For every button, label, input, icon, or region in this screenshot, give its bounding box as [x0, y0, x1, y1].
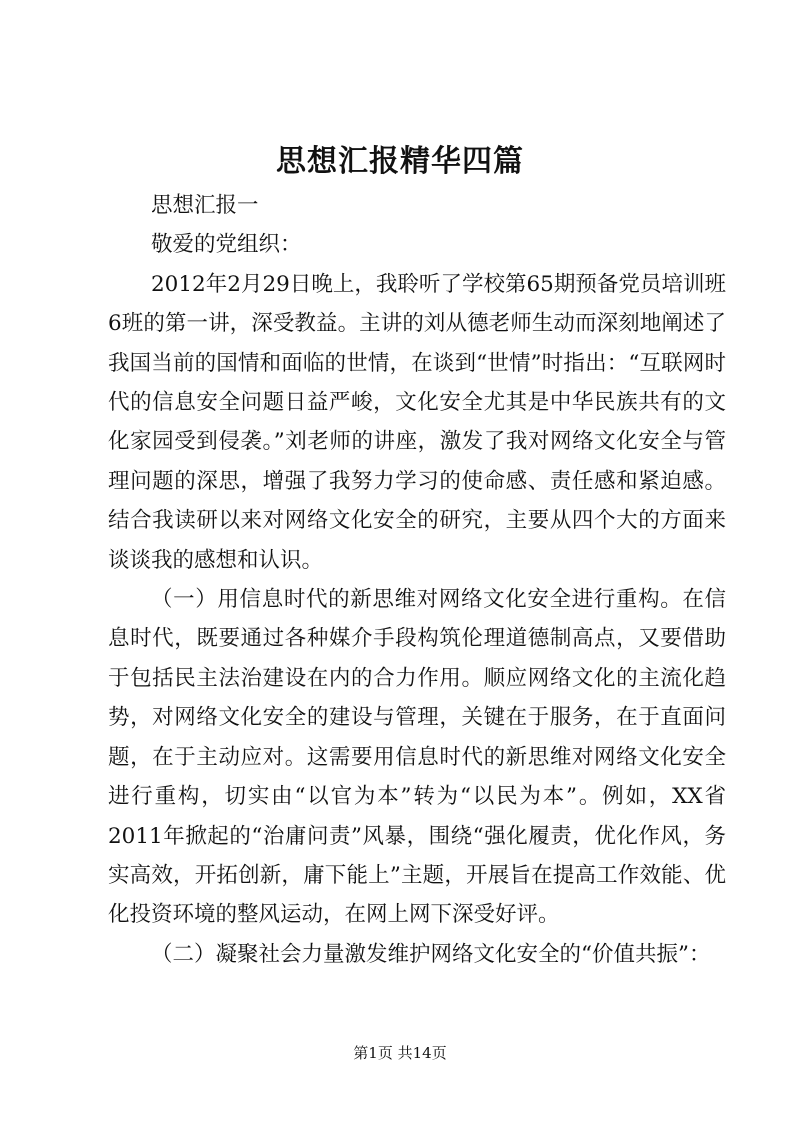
salutation: 敬爱的党组织： — [151, 232, 302, 258]
document-title: 思想汇报精华四篇 — [276, 144, 524, 179]
page-footer: 第1页 共14页 — [353, 1044, 447, 1062]
paragraph: （二）凝聚社会力量激发维护网络文化安全的“价值共振”： — [151, 941, 711, 967]
document-body — [108, 186, 726, 974]
paragraph: 2012年2月29日晚上，我聆听了学校第65期预备党员培训班6班的第一讲，深受教益。主讲的刘从德老师生动而深刻地阐述了我国当前的国情和面临的世情，在谈到“世情”时指出：“互联网时代的信息安全问题日益严峻，文化安全尤其是中华民族共有的文化家园受到侵袭。”刘老师的讲座，激发了我对网络文化安全与管理问题的深思，增强了我努力学习的使命感、责任感和紧迫感。结合我读研以来对网络文化安全的研究，主要从四个大的方面来谈谈我的感想和认识。 — [108, 271, 726, 573]
section-heading: 思想汇报一 — [151, 193, 259, 218]
paragraph: （一）用信息时代的新思维对网络文化安全进行重构。在信息时代，既要通过各种媒介手段构筑伦理道德制高点，又要借助于包括民主法治建设在内的合力作用。顺应网络文化的主流化趋势，对网络文化安全的建设与管理，关键在于服务，在于直面问题，在于主动应对。这需要用信息时代的新思维对网络文化安全进行重构，切实由“以官为本”转为“以民为本”。例如，XX省2011年掀起的“治庸问责”风暴，围绕“强化履责，优化作风，务实高效，开拓创新，庸下能上”主题，开展旨在提高工作效能、优化投资环境的整风运动，在网上网下深受好评。 — [108, 587, 726, 928]
